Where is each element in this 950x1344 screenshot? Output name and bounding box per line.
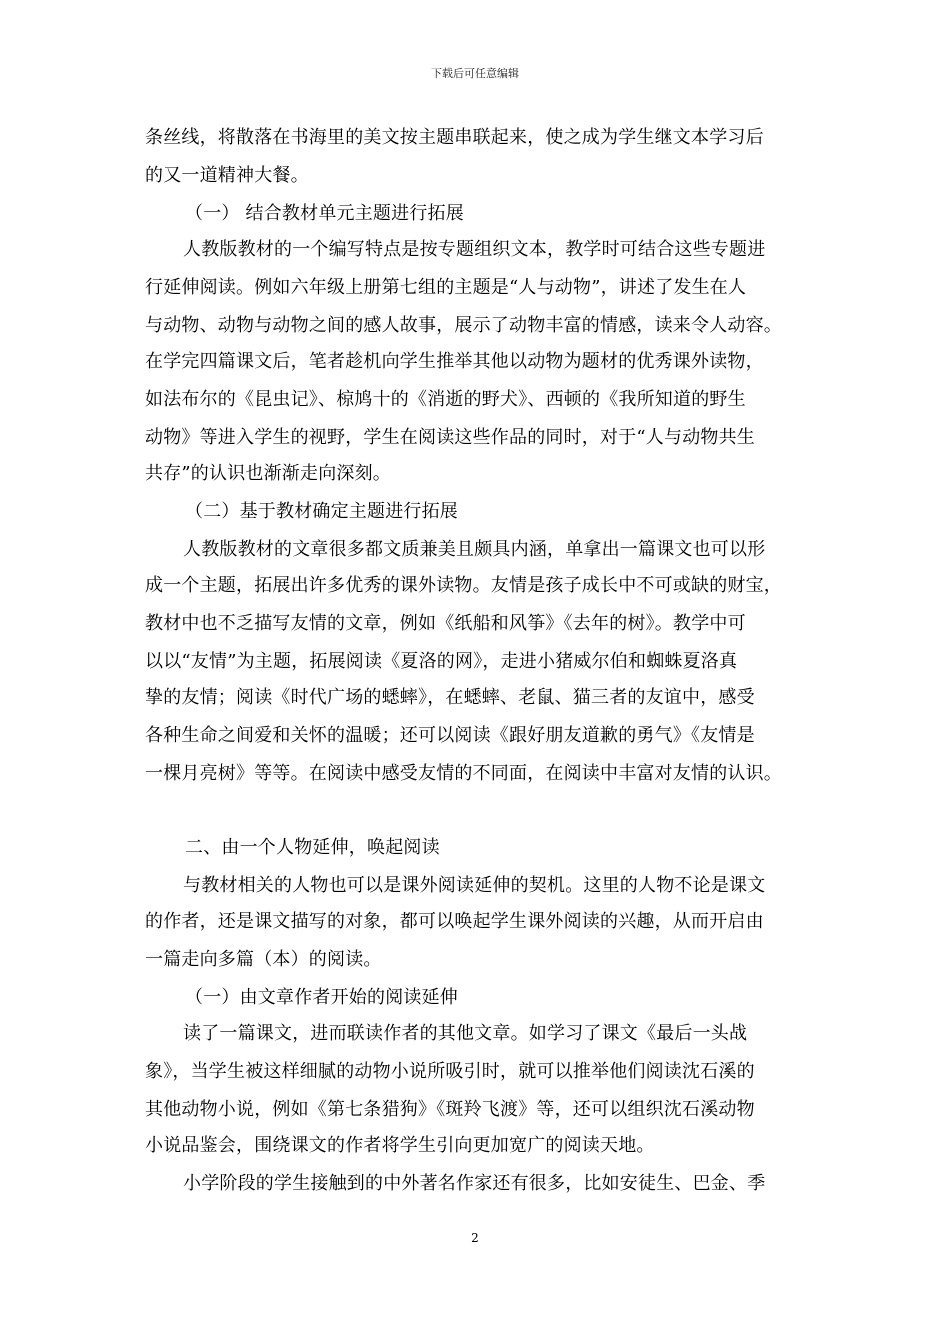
text-line: 读了一篇课文，进而联读作者的其他文章。如学习了课文《最后一头战 [183,1023,748,1044]
page-number: 2 [471,1231,479,1245]
text-line: 动物》等进入学生的视野，学生在阅读这些作品的同时，对于“人与动物共生 [145,427,755,448]
text-line: 挚的友情；阅读《时代广场的蟋蟀》，在蟋蟀、老鼠、猫三者的友谊中，感受 [145,687,755,708]
text-line: 小说品鉴会，围绕课文的作者将学生引向更加宽广的阅读天地。 [145,1135,655,1156]
page-header: 下载后可任意编辑 [431,67,519,80]
section-heading: （一）由文章作者开始的阅读延伸 [185,987,458,1008]
text-line: 各种生命之间爱和关怀的温暖；还可以阅读《跟好朋友道歉的勇气》《友情是 [145,725,755,746]
text-line: 象》，当学生被这样细腻的动物小说所吸引时，就可以推举他们阅读沈石溪的 [145,1061,755,1082]
text-line: 教材中也不乏描写友情的文章，例如《纸船和风筝》《去年的树》。教学中可 [145,613,746,634]
text-line: 人教版教材的一个编写特点是按专题组织文本，教学时可结合这些专题进 [183,239,766,260]
text-line: 与教材相关的人物也可以是课外阅读延伸的契机。这里的人物不论是课文 [183,875,766,896]
text-line: 一棵月亮树》等等。在阅读中感受友情的不同面，在阅读中丰富对友情的认识。 [145,763,782,784]
text-line: 在学完四篇课文后，笔者趁机向学生推举其他以动物为题材的优秀课外读物， [145,351,764,372]
text-line: 人教版教材的文章很多都文质兼美且颇具内涵，单拿出一篇课文也可以形 [183,539,766,560]
text-line: 以以“友情”为主题，拓展阅读《夏洛的网》，走进小猪威尔伯和蜘蛛夏洛真 [145,651,738,672]
text-line: 的又一道精神大餐。 [145,165,309,186]
text-line: 条丝线，将散落在书海里的美文按主题串联起来，使之成为学生继文本学习后 [145,127,764,148]
text-line: 成一个主题，拓展出许多优秀的课外读物。友情是孩子成长中不可或缺的财宝， [145,575,782,596]
text-line: 一篇走向多篇（本）的阅读。 [145,949,382,970]
section-heading: （二）基于教材确定主题进行拓展 [185,501,458,522]
section-heading: （一） 结合教材单元主题进行拓展 [185,203,464,224]
text-line: 共存”的认识也渐渐走向深刻。 [145,463,392,484]
text-line: 与动物、动物与动物之间的感人故事，展示了动物丰富的情感，读来令人动容。 [145,315,782,336]
text-line: 如法布尔的《昆虫记》、椋鸠十的《消逝的野犬》、西顿的《我所知道的野生 [145,389,746,410]
text-line: 其他动物小说，例如《第七条猎狗》《斑羚飞渡》等，还可以组织沈石溪动物 [145,1099,755,1120]
text-line: 小学阶段的学生接触到的中外著名作家还有很多，比如安徒生、巴金、季 [183,1173,766,1194]
text-line: 行延伸阅读。例如六年级上册第七组的主题是“人与动物”，讲述了发生在人 [145,277,747,298]
text-line: 的作者，还是课文描写的对象，都可以唤起学生课外阅读的兴趣，从而开启由 [145,911,764,932]
section-heading: 二、由一个人物延伸，唤起阅读 [185,837,440,858]
